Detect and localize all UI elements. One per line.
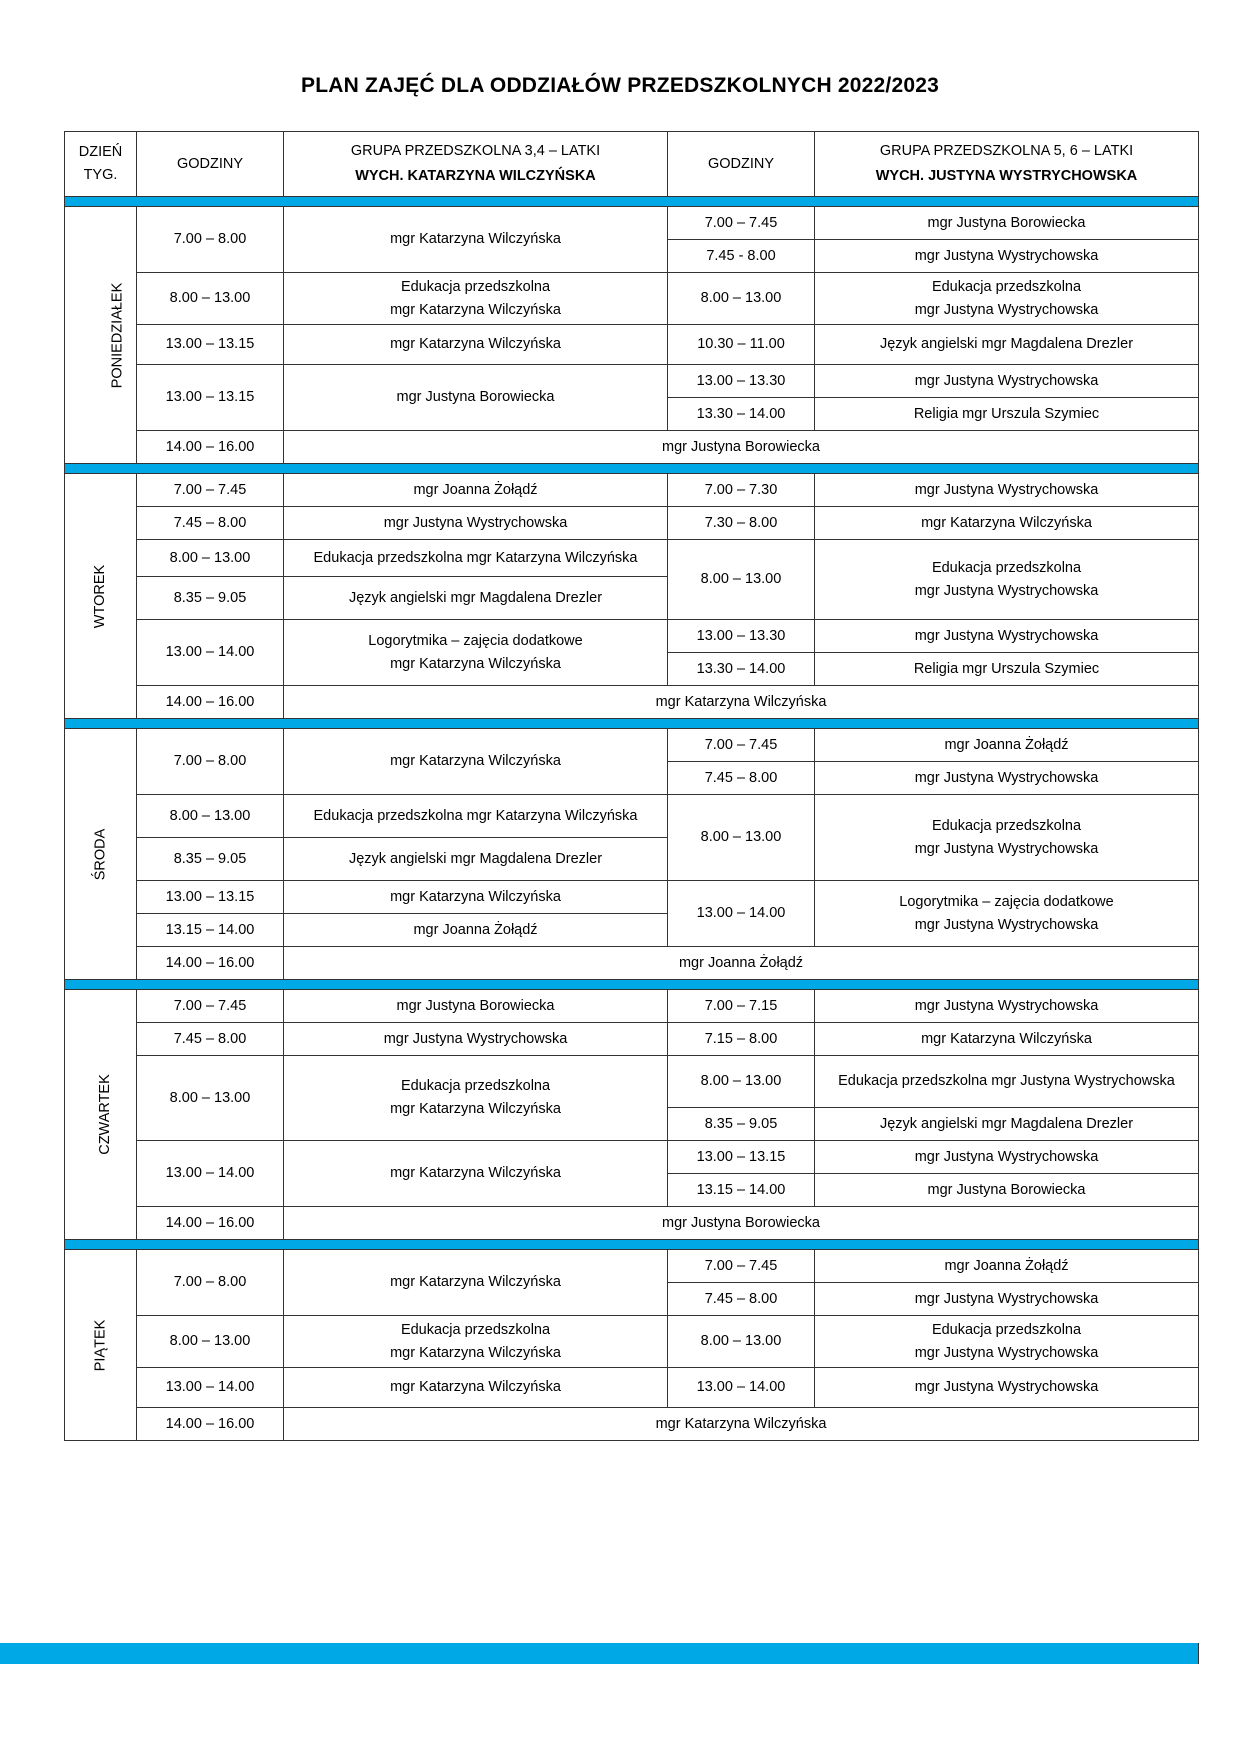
schedule-row (65, 795, 1199, 838)
hours-cell: 14.00 – 16.00 (137, 947, 284, 980)
schedule-row (65, 431, 1199, 464)
group1-activity: mgr Katarzyna Wilczyńska (284, 881, 668, 914)
group2-hours: 7.30 – 8.00 (668, 507, 815, 540)
group1-activity: Edukacja przedszkolna mgr Katarzyna Wilczyńska (284, 273, 668, 325)
activity-cell-full: mgr Justyna Borowiecka (284, 1207, 1199, 1240)
group2-hours: 7.00 – 7.15 (668, 990, 815, 1023)
group1-hours: 7.00 – 8.00 (137, 207, 284, 273)
group1-activity: Język angielski mgr Magdalena Drezler (284, 838, 668, 881)
schedule-row (65, 1141, 1199, 1174)
group-1-name: GRUPA PRZEDSZKOLNA 3,4 – LATKI (350, 143, 601, 159)
group1-hours: 13.00 – 13.15 (137, 881, 284, 914)
group2-activity: Język angielski mgr Magdalena Drezler (815, 1108, 1199, 1141)
group2-hours: 7.45 - 8.00 (668, 240, 815, 273)
group1-activity: mgr Justyna Wystrychowska (284, 507, 668, 540)
group2-hours: 7.00 – 7.45 (668, 1250, 815, 1283)
group1-hours: 13.00 – 13.15 (137, 325, 284, 365)
group1-activity: Edukacja przedszkolna mgr Katarzyna Wilczyńska (284, 795, 668, 838)
separator-bar (65, 464, 1199, 474)
schedule-row (65, 365, 1199, 398)
group1-hours: 8.00 – 13.00 (137, 540, 284, 577)
day-label-sroda (65, 729, 137, 980)
group2-activity: mgr Katarzyna Wilczyńska (815, 507, 1199, 540)
group-1-teacher: WYCH. KATARZYNA WILCZYŃSKA (355, 168, 596, 184)
group1-hours: 8.00 – 13.00 (137, 795, 284, 838)
schedule-row (65, 325, 1199, 365)
day-label-czwartek (65, 990, 137, 1240)
group2-hours: 7.00 – 7.30 (668, 474, 815, 507)
day-label-poniedzialek (65, 207, 137, 464)
group2-activity: Edukacja przedszkolna mgr Justyna Wystrychowska (815, 795, 1199, 881)
group1-hours: 7.00 – 8.00 (137, 729, 284, 795)
group2-activity: mgr Joanna Żołądź (815, 1250, 1199, 1283)
group2-activity: mgr Justyna Wystrychowska (815, 365, 1199, 398)
group2-hours: 13.00 – 13.30 (668, 620, 815, 653)
group1-activity: mgr Katarzyna Wilczyńska (284, 1250, 668, 1316)
page-title: PLAN ZAJĘĆ DLA ODDZIAŁÓW PRZEDSZKOLNYCH 2022/2023 (301, 74, 939, 97)
separator-bar (65, 719, 1199, 729)
group2-activity: mgr Justyna Wystrychowska (815, 762, 1199, 795)
header-hours-1: GODZINY (137, 132, 284, 197)
activity-cell-full: mgr Katarzyna Wilczyńska (284, 1408, 1199, 1441)
group1-hours: 8.00 – 13.00 (137, 273, 284, 325)
header-row (65, 132, 1199, 197)
schedule-row (65, 207, 1199, 240)
section-separator-0 (65, 197, 1199, 207)
group2-activity: Język angielski mgr Magdalena Drezler (815, 325, 1199, 365)
day-label-piatek (65, 1250, 137, 1441)
schedule-row (65, 540, 1199, 577)
group2-activity: mgr Justyna Wystrychowska (815, 1368, 1199, 1408)
header-hours-2: GODZINY (668, 132, 815, 197)
activity-cell-full: mgr Justyna Borowiecka (284, 431, 1199, 464)
group1-activity: mgr Katarzyna Wilczyńska (284, 729, 668, 795)
group1-hours: 13.00 – 14.00 (137, 620, 284, 686)
schedule-row (65, 620, 1199, 653)
group2-hours: 13.15 – 14.00 (668, 1174, 815, 1207)
group-2-teacher: WYCH. JUSTYNA WYSTRYCHOWSKA (875, 168, 1138, 184)
bottom-accent-bar (0, 1643, 1199, 1664)
group1-activity: mgr Katarzyna Wilczyńska (284, 1368, 668, 1408)
group2-hours: 8.00 – 13.00 (668, 795, 815, 881)
group1-hours: 8.00 – 13.00 (137, 1056, 284, 1141)
group1-activity: mgr Katarzyna Wilczyńska (284, 207, 668, 273)
group2-activity: Logorytmika – zajęcia dodatkowe mgr Justyna Wystrychowska (815, 881, 1199, 947)
group2-hours: 8.00 – 13.00 (668, 1316, 815, 1368)
group2-hours: 7.15 – 8.00 (668, 1023, 815, 1056)
group2-activity: mgr Justyna Wystrychowska (815, 990, 1199, 1023)
group2-activity: mgr Justyna Wystrychowska (815, 240, 1199, 273)
group1-activity: Edukacja przedszkolna mgr Katarzyna Wilczyńska (284, 540, 668, 577)
schedule-row (65, 729, 1199, 762)
section-separator-2 (65, 719, 1199, 729)
schedule-row (65, 273, 1199, 325)
header-day (65, 132, 137, 197)
hours-cell: 14.00 – 16.00 (137, 1408, 284, 1441)
day-name: PIĄTEK (91, 1319, 108, 1371)
group2-activity: Edukacja przedszkolna mgr Justyna Wystrychowska (815, 1056, 1199, 1108)
separator-bar (65, 197, 1199, 207)
group2-hours: 7.00 – 7.45 (668, 729, 815, 762)
schedule-row (65, 1250, 1199, 1283)
separator-bar (65, 1240, 1199, 1250)
hours-cell: 14.00 – 16.00 (137, 1207, 284, 1240)
group2-activity: Edukacja przedszkolna mgr Justyna Wystrychowska (815, 1316, 1199, 1368)
group2-activity: Religia mgr Urszula Szymiec (815, 398, 1199, 431)
group2-hours: 10.30 – 11.00 (668, 325, 815, 365)
schedule-row (65, 1056, 1199, 1108)
group2-hours: 13.00 – 13.15 (668, 1141, 815, 1174)
group1-activity: mgr Justyna Borowiecka (284, 990, 668, 1023)
schedule-row (65, 1207, 1199, 1240)
group1-hours: 7.00 – 7.45 (137, 990, 284, 1023)
group2-activity: mgr Justyna Wystrychowska (815, 474, 1199, 507)
group1-hours: 13.00 – 14.00 (137, 1141, 284, 1207)
group2-hours: 8.35 – 9.05 (668, 1108, 815, 1141)
section-separator-1 (65, 464, 1199, 474)
schedule-table (64, 131, 1199, 1441)
day-label-wtorek (65, 474, 137, 719)
group1-activity: Język angielski mgr Magdalena Drezler (284, 577, 668, 620)
header-group-2 (815, 132, 1199, 197)
schedule-row (65, 1408, 1199, 1441)
schedule-row (65, 1316, 1199, 1368)
group2-hours: 7.45 – 8.00 (668, 762, 815, 795)
group2-activity: mgr Justyna Borowiecka (815, 1174, 1199, 1207)
section-separator-3 (65, 980, 1199, 990)
header-day-line1: DZIEŃ (78, 144, 123, 160)
header-group-1 (284, 132, 668, 197)
day-name: WTOREK (92, 564, 108, 628)
group1-hours: 8.00 – 13.00 (137, 1316, 284, 1368)
group2-activity: mgr Justyna Wystrychowska (815, 620, 1199, 653)
day-name: ŚRODA (91, 828, 108, 880)
schedule-row (65, 990, 1199, 1023)
group1-activity: mgr Joanna Żołądź (284, 914, 668, 947)
group1-hours: 8.35 – 9.05 (137, 577, 284, 620)
group2-hours: 13.30 – 14.00 (668, 653, 815, 686)
schedule-table-wrapper (64, 131, 1198, 1441)
group1-activity: Edukacja przedszkolna mgr Katarzyna Wilczyńska (284, 1056, 668, 1141)
group1-activity: mgr Katarzyna Wilczyńska (284, 1141, 668, 1207)
group2-hours: 8.00 – 13.00 (668, 540, 815, 620)
group2-activity: Edukacja przedszkolna mgr Justyna Wystrychowska (815, 540, 1199, 620)
group2-hours: 13.00 – 14.00 (668, 1368, 815, 1408)
schedule-row (65, 507, 1199, 540)
schedule-row (65, 1023, 1199, 1056)
header-day-line2: TYG. (83, 167, 118, 183)
group1-hours: 13.00 – 14.00 (137, 1368, 284, 1408)
group2-hours: 8.00 – 13.00 (668, 1056, 815, 1108)
group2-activity: mgr Justyna Wystrychowska (815, 1141, 1199, 1174)
section-separator-4 (65, 1240, 1199, 1250)
hours-cell: 14.00 – 16.00 (137, 431, 284, 464)
separator-bar (65, 980, 1199, 990)
day-name: PONIEDZIAŁEK (109, 282, 126, 388)
group2-activity: mgr Justyna Wystrychowska (815, 1283, 1199, 1316)
activity-cell-full: mgr Joanna Żołądź (284, 947, 1199, 980)
schedule-row (65, 947, 1199, 980)
group2-activity: mgr Katarzyna Wilczyńska (815, 1023, 1199, 1056)
activity-cell-full: mgr Katarzyna Wilczyńska (284, 686, 1199, 719)
group2-hours: 13.30 – 14.00 (668, 398, 815, 431)
hours-cell: 14.00 – 16.00 (137, 686, 284, 719)
group1-activity: mgr Justyna Borowiecka (284, 365, 668, 431)
group1-activity: Logorytmika – zajęcia dodatkowe mgr Katarzyna Wilczyńska (284, 620, 668, 686)
group1-hours: 7.45 – 8.00 (137, 1023, 284, 1056)
schedule-row (65, 686, 1199, 719)
day-name: CZWARTEK (96, 1074, 113, 1155)
group2-hours: 8.00 – 13.00 (668, 273, 815, 325)
schedule-row (65, 881, 1199, 914)
group1-hours: 8.35 – 9.05 (137, 838, 284, 881)
group1-hours: 7.00 – 7.45 (137, 474, 284, 507)
group2-hours: 13.00 – 14.00 (668, 881, 815, 947)
group1-hours: 13.00 – 13.15 (137, 365, 284, 431)
group1-hours: 13.15 – 14.00 (137, 914, 284, 947)
group2-activity: Religia mgr Urszula Szymiec (815, 653, 1199, 686)
group2-activity: mgr Joanna Żołądź (815, 729, 1199, 762)
group-2-name: GRUPA PRZEDSZKOLNA 5, 6 – LATKI (879, 143, 1134, 159)
group2-activity: mgr Justyna Borowiecka (815, 207, 1199, 240)
schedule-row (65, 474, 1199, 507)
group1-activity: mgr Katarzyna Wilczyńska (284, 325, 668, 365)
group2-hours: 13.00 – 13.30 (668, 365, 815, 398)
group1-hours: 7.00 – 8.00 (137, 1250, 284, 1316)
group1-activity: Edukacja przedszkolna mgr Katarzyna Wilczyńska (284, 1316, 668, 1368)
group1-activity: mgr Justyna Wystrychowska (284, 1023, 668, 1056)
group2-hours: 7.00 – 7.45 (668, 207, 815, 240)
group1-activity: mgr Joanna Żołądź (284, 474, 668, 507)
group2-hours: 7.45 – 8.00 (668, 1283, 815, 1316)
schedule-row (65, 1368, 1199, 1408)
group1-hours: 7.45 – 8.00 (137, 507, 284, 540)
group2-activity: Edukacja przedszkolna mgr Justyna Wystrychowska (815, 273, 1199, 325)
